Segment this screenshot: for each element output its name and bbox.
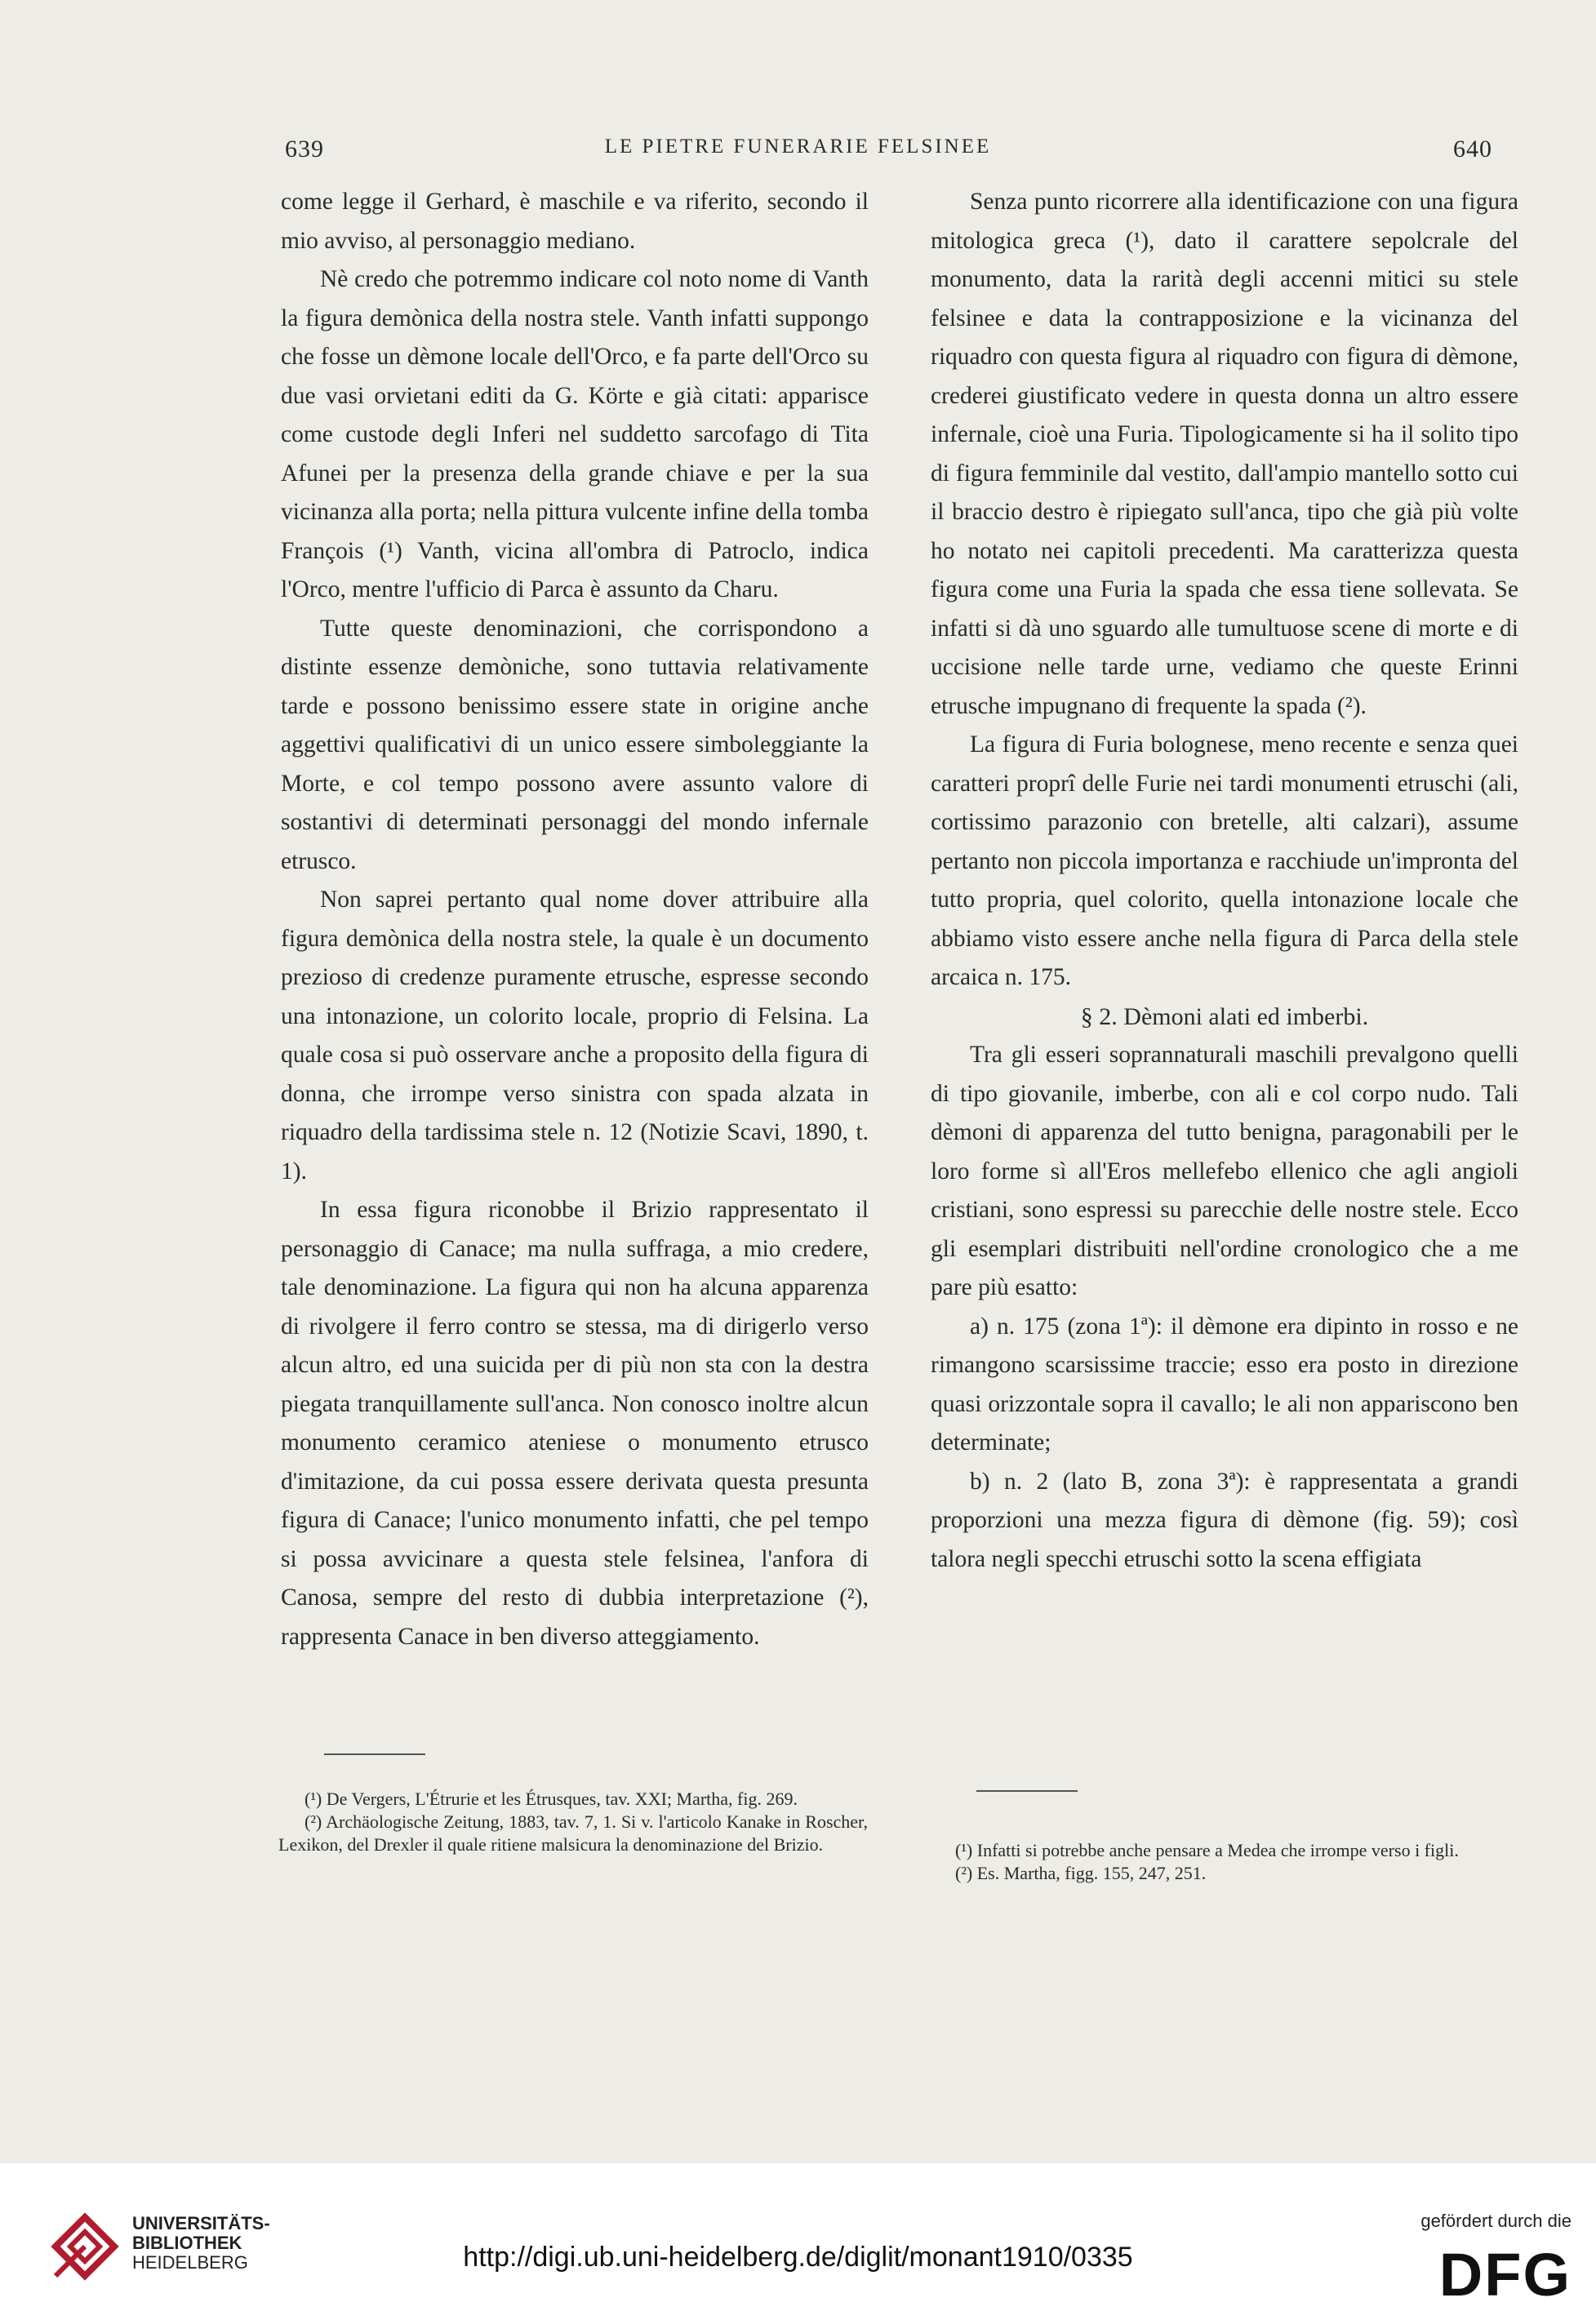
- footnote: (¹) Infatti si potrebbe anche pensare a Medea che irrompe verso i figli.: [955, 1840, 1459, 1860]
- footnotes-right: [929, 1839, 1518, 1885]
- paragraph: a) n. 175 (zona 1ª): il dèmone era dipinto in rosso e ne rimangono scarsissime traccie; esso era posto in direzione quasi orizzontale sopra il cavallo; le ali non appariscono ben determinate;: [931, 1313, 1518, 1455]
- footnotes-left: [278, 1788, 868, 1856]
- paragraph: In essa figura riconobbe il Brizio rappresentato il personaggio di Canace; ma nulla suffraga, a mio credere, tale denominazione. La figura qui non ha alcuna apparenza di rivolgere il ferro contro se stessa, ma di dirigerlo verso alcun altro, ed una suicida per di più non sta con la destra piegata tranquillamente sull'anca. Non conosco inoltre alcun monumento ceramico ateniese o monumento etrusco d'imitazione, da cui possa essere derivata questa presunta figura di Canace; l'unico monumento infatti, che pel tempo si possa avvicinare a questa stele felsinea, l'anfora di Canosa, sempre del resto di dubbia interpretazione (²), rappresenta Canace in ben diverso atteggiamento.: [281, 1197, 869, 1650]
- footnote-divider-right: [976, 1790, 1078, 1792]
- page-number-left: 639: [285, 136, 324, 162]
- viewer-footer: [0, 2163, 1596, 2311]
- paragraph: Tra gli esseri soprannaturali maschili prevalgono quelli di tipo giovanile, imberbe, con ali e col corpo nudo. Tali dèmoni di apparenza del tutto benigna, paragonabili per le loro forme sì all'Eros mellefebo ellenico che agli angioli cristiani, sono espressi su parecchie delle nostre stele. Ecco gli esemplari distribuiti nell'ordine cronologico che a me pare più esatto:: [931, 1042, 1518, 1300]
- footnote: (²) Es. Martha, figg. 155, 247, 251.: [955, 1863, 1207, 1883]
- dfg-logo: DFG: [1438, 2241, 1572, 2309]
- paragraph: Non saprei pertanto qual nome dover attribuire alla figura demònica della nostra stele, la quale è un documento prezioso di credenze puramente etrusche, espresse secondo una intonazione, un colorito locale, proprio di Felsina. La quale cosa si può osservare anche a proposito della figura di donna, che irrompe verso sinistra con spada alzata in riquadro della tardissima stele n. 12 (Notizie Scavi, 1890, t. 1).: [281, 887, 869, 1184]
- university-library-name: UNIVERSITÄTS- BIBLIOTHEK HEIDELBERG: [132, 2213, 270, 2273]
- paragraph: La figura di Furia bolognese, meno recente e senza quei caratteri proprî delle Furie nei tardi monumenti etruschi (ali, cortissimo parazonio con bretelle, alti calzari), assume pertanto non piccola importanza e racchiude un'impronta del tutto propria, quel colorito, quella intonazione locale che abbiamo visto essere anche nella figura di Parca della stele arcaica n. 175.: [931, 731, 1518, 990]
- permalink-url[interactable]: http://digi.ub.uni-heidelberg.de/diglit/monant1910/0335: [463, 2242, 1133, 2273]
- page-number-right: 640: [1453, 136, 1492, 162]
- paragraph: Tutte queste denominazioni, che corrispondono a distinte essenze demòniche, sono tuttavia relativamente tarde e possono benissimo essere state in origine anche aggettivi qualificativi di un unico essere simboleggiante la Morte, e col tempo possono avere assunto valore di sostantivi di determinati personaggi del mondo infernale etrusco.: [281, 615, 869, 874]
- footnote: (¹) De Vergers, L'Étrurie et les Étrusques, tav. XXI; Martha, fig. 269.: [305, 1789, 798, 1809]
- running-title: LE PIETRE FUNERARIE FELSINEE: [604, 136, 992, 158]
- right-text-column: [931, 183, 1518, 1579]
- footnote-divider-left: [324, 1753, 425, 1755]
- funding-caption: gefördert durch die: [1420, 2211, 1572, 2231]
- paragraph: come legge il Gerhard, è maschile e va riferito, secondo il mio avviso, al personaggio mediano.: [281, 189, 869, 254]
- paragraph: Nè credo che potremmo indicare col noto nome di Vanth la figura demònica della nostra stele. Vanth infatti suppongo che fosse un dèmone locale dell'Orco, e fa parte dell'Orco su due vasi orvietani editi da G. Körte e già citati: apparisce come custode degli Inferi nel suddetto sarcofago di Tita Afunei per la presenza della grande chiave e per la sua vicinanza alla porta; nella pittura vulcente infine della tomba François (¹) Vanth, vicina all'ombra di Patroclo, indica l'Orco, mentre l'ufficio di Parca è assunto da Charu.: [281, 266, 869, 602]
- section-title: § 2. Dèmoni alati ed imberbi.: [1080, 1002, 1369, 1030]
- paragraph: Senza punto ricorrere alla identificazione con una figura mitologica greca (¹), dato il carattere sepolcrale del monumento, data la rarità degli accenni mitici su stele felsinee e data la contrapposizione e la vicinanza del riquadro con questa figura al riquadro con figura di dèmone, crederei giustificato vedere in questa donna un altro essere infernale, cioè una Furia. Tipologicamente si ha il solito tipo di figura femminile dal vestito, dall'ampio mantello sotto cui il braccio destro è ripiegato sull'anca, tipo che già più volte ho notato nei capitoli precedenti. Ma caratterizza questa figura come una Furia la spada che essa tiene sollevata. Se infatti si dà uno sguardo alle tumultuose scene di morte e di uccisione nelle tarde urne, vediamo che queste Erinni etrusche impugnano di frequente la spada (²).: [931, 189, 1518, 719]
- left-text-column: [281, 183, 869, 1656]
- footnote: (²) Archäologische Zeitung, 1883, tav. 7, 1. Si v. l'articolo Kanake in Roscher, Lexikon, del Drexler il quale ritiene malsicura la denominazione del Brizio.: [278, 1811, 868, 1855]
- paragraph: b) n. 2 (lato B, zona 3ª): è rappresentata a grandi proporzioni una mezza figura di dèmone (fig. 59); così talora negli specchi etruschi sotto la scena effigiata: [931, 1468, 1518, 1572]
